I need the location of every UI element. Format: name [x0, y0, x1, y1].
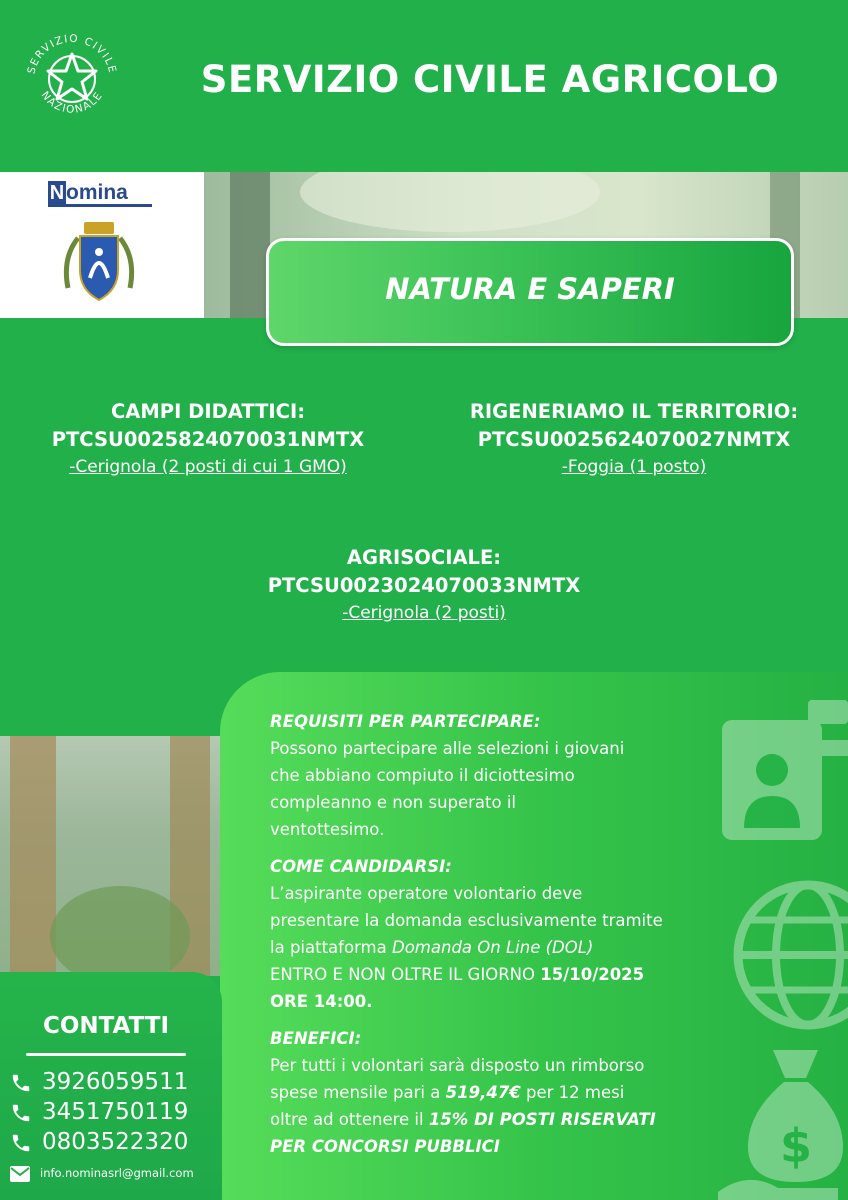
benefici-heading: BENEFICI: [270, 1029, 362, 1048]
svg-text:NAZIONALE: NAZIONALE [38, 89, 106, 116]
benefici-line: Per tutti i volontari sarà disposto un rimborso [270, 1056, 645, 1075]
reimbursement-amount: 519,47€ [445, 1083, 521, 1102]
candidarsi-line: presentare la domanda esclusivamente tramite [270, 911, 663, 930]
project-location: -Cerignola (2 posti) [342, 603, 506, 623]
deadline-date: 15/10/2025 [540, 965, 645, 984]
phone-contact[interactable] [10, 1067, 220, 1097]
forest-photo [0, 736, 230, 976]
contacts-title: CONTATTI [42, 1013, 170, 1039]
candidarsi-text: la piattaforma [270, 938, 392, 957]
nomina-logo: omina [66, 181, 128, 204]
svg-text:SERVIZIO CIVILE: SERVIZIO CIVILE [25, 32, 119, 76]
servizio-civile-logo [20, 28, 124, 132]
page-title: SERVIZIO CIVILE AGRICOLO [200, 58, 780, 101]
project-title: RIGENERIAMO IL TERRITORIO: [469, 400, 799, 423]
deadline-text: ENTRO E NON OLTRE IL GIORNO [270, 965, 541, 984]
phone-icon [10, 1132, 32, 1154]
reserved-posts: 15% DI POSTI RISERVATI [428, 1110, 656, 1129]
deadline-time: ORE 14:00. [270, 992, 373, 1011]
benefici-line [270, 1133, 750, 1160]
project-code: PTCSU0025624070027NMTX [477, 428, 791, 451]
project-location: -Foggia (1 posto) [561, 457, 707, 477]
phone-contact[interactable] [10, 1097, 220, 1127]
project-code: PTCSU0023024070033NMTX [267, 574, 581, 597]
requisiti-line: Possono partecipare alle selezioni i giovani [270, 739, 625, 758]
contacts-divider [26, 1053, 186, 1056]
benefici-text: per 12 mesi [520, 1083, 625, 1102]
svg-text:$: $ [779, 1119, 813, 1173]
requisiti-heading: REQUISITI PER PARTECIPARE: [270, 712, 541, 731]
project-code: PTCSU0025824070031NMTX [51, 428, 365, 451]
phone-number[interactable]: 3926059511 [42, 1069, 189, 1095]
project-campi-didattici [10, 398, 406, 480]
candidarsi-heading: COME CANDIDARSI: [270, 857, 452, 876]
phone-number[interactable]: 0803522320 [42, 1129, 189, 1155]
dol-platform-name: Domanda On Line (DOL) [392, 938, 594, 957]
requisiti-line: compleanno e non superato il [270, 793, 517, 812]
email-contact[interactable] [10, 1164, 220, 1184]
phone-icon [10, 1072, 32, 1094]
crest-icon [60, 218, 138, 310]
project-title: AGRISOCIALE: [346, 546, 502, 569]
nomina-logo-mark: N [49, 182, 65, 204]
project-agrisociale [174, 544, 674, 626]
project-title: CAMPI DIDATTICI: [110, 400, 306, 423]
reserved-posts-detail: PER CONCORSI PUBBLICI [270, 1137, 500, 1156]
mail-icon [10, 1166, 30, 1182]
candidarsi-line: L’aspirante operatore volontario deve [270, 884, 583, 903]
benefici-text: oltre ad ottenere il [270, 1110, 429, 1129]
requisiti-line: che abbiano compiuto il diciottesimo [270, 766, 575, 785]
benefici-text: spese mensile pari a [270, 1083, 446, 1102]
banner-title: NATURA E SAPERI [385, 272, 675, 306]
info-text [270, 708, 750, 1160]
requisiti-line: ventottesimo. [270, 820, 385, 839]
candidarsi-line [270, 961, 750, 988]
phone-contact[interactable] [10, 1127, 220, 1157]
project-location: -Cerignola (2 posti di cui 1 GMO) [69, 457, 347, 477]
project-rigeneriamo [440, 398, 828, 480]
benefici-line [270, 1106, 750, 1133]
phone-number[interactable]: 3451750119 [42, 1099, 189, 1125]
email-address[interactable]: info.nominasrl@gmail.com [40, 1166, 194, 1180]
nomina-logo-underline [48, 204, 152, 207]
phone-icon [10, 1102, 32, 1124]
benefici-line [270, 1079, 750, 1106]
candidarsi-line [270, 934, 750, 961]
candidarsi-line [270, 988, 750, 1015]
